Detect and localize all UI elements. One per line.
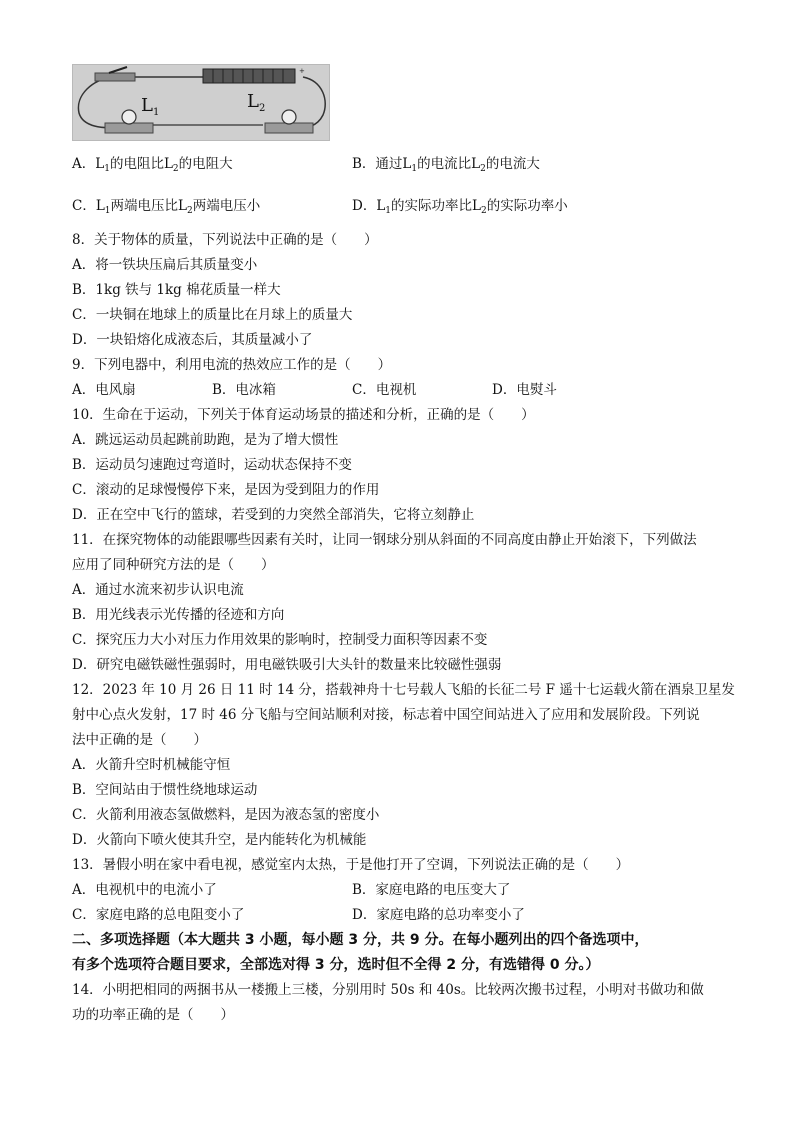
circuit-diagram (73, 65, 329, 140)
lamp-l2-label: $L_2$ (247, 91, 266, 114)
q13-stem: 13．暑假小明在家中看电视，感觉室内太热，于是他打开了空调，下列说法正确的是（ ） (72, 857, 630, 873)
q11-stem-line-2: 应用了同种研究方法的是（ ） (72, 557, 275, 573)
q8-option-a: A．将一铁块压扁后其质量变小 (72, 257, 258, 273)
q10-option-a: A．跳远运动员起跳前助跑，是为了增大惯性 (72, 432, 339, 448)
q8-option-b: B．1kg 铁与 1kg 棉花质量一样大 (72, 282, 281, 298)
q13-option-a: A．电视机中的电流小了 (72, 882, 217, 898)
q11-option-c: C．探究压力大小对压力作用效果的影响时，控制受力面积等因素不变 (72, 632, 488, 648)
q11-option-a: A．通过水流来初步认识电流 (72, 582, 244, 598)
q9-option-b: B．电冰箱 (212, 382, 276, 398)
q11-stem-line-1: 11．在探究物体的动能跟哪些因素有关时，让同一钢球分别从斜面的不同高度由静止开始滚下，下列做法 (72, 532, 697, 548)
q12-option-d: D．火箭向下喷火使其升空，是内能转化为机械能 (72, 832, 367, 848)
q12-option-c: C．火箭利用液态氢做燃料，是因为液态氢的密度小 (72, 807, 380, 823)
q7-option-b: B．通过$L_1$的电流比$L_2$的电流大 (352, 156, 540, 174)
q8-option-d: D．一块铅熔化成液态后，其质量减小了 (72, 332, 313, 348)
q13-option-d: D．家庭电路的总功率变小了 (352, 907, 525, 923)
q8-stem: 8．关于物体的质量，下列说法中正确的是（ ） (72, 232, 378, 248)
q7-option-c: C．$L_1$两端电压比$L_2$两端电压小 (72, 198, 261, 216)
q9-option-c: C．电视机 (352, 382, 417, 398)
q10-stem: 10．生命在于运动，下列关于体育运动场景的描述和分析，正确的是（ ） (72, 407, 535, 423)
q9-option-a: A．电风扇 (72, 382, 136, 398)
q11-option-b: B．用光线表示光传播的径迹和方向 (72, 607, 285, 623)
svg-text:+: + (299, 67, 305, 75)
section-heading-line-2: 有多个选项符合题目要求，全部选对得 3 分，选时但不全得 2 分，有选错得 0 分。） (72, 957, 600, 973)
q14-stem-line-1: 14．小明把相同的两捆书从一楼搬上三楼，分别用时 50s 和 40s。比较两次搬书过程，小明对书做功和做 (72, 982, 704, 998)
q13-option-c: C．家庭电路的总电阻变小了 (72, 907, 245, 923)
q10-option-d: D．正在空中飞行的篮球，若受到的力突然全部消失，它将立刻静止 (72, 507, 475, 523)
q7-option-d: D．$L_1$的实际功率比$L_2$的实际功率小 (352, 198, 568, 216)
q8-option-c: C．一块铜在地球上的质量比在月球上的质量大 (72, 307, 353, 323)
q12-option-a: A．火箭升空时机械能守恒 (72, 757, 231, 773)
q7-option-a: A．$L_1$的电阻比$L_2$的电阻大 (72, 156, 233, 174)
q12-stem-line-1: 12．2023 年 10 月 26 日 11 时 14 分，搭载神舟十七号载人飞船的长征二号 F 遥十七运载火箭在酒泉卫星发 (72, 682, 735, 698)
q9-option-d: D．电熨斗 (492, 382, 557, 398)
q13-option-b: B．家庭电路的电压变大了 (352, 882, 511, 898)
q10-option-b: B．运动员匀速跑过弯道时，运动状态保持不变 (72, 457, 352, 473)
q11-option-d: D．研究电磁铁磁性强弱时，用电磁铁吸引大头针的数量来比较磁性强弱 (72, 657, 502, 673)
q12-stem-line-2: 射中心点火发射，17 时 46 分飞船与空间站顺利对接，标志着中国空间站进入了应用和发展阶段。下列说 (72, 707, 700, 723)
circuit-figure (72, 64, 330, 141)
q9-stem: 9．下列电器中，利用电流的热效应工作的是（ ） (72, 357, 392, 373)
q10-option-c: C．滚动的足球慢慢停下来，是因为受到阻力的作用 (72, 482, 380, 498)
section-heading-line-1: 二、多项选择题（本大题共 3 小题，每小题 3 分，共 9 分。在每小题列出的四个备选项中， (72, 932, 649, 948)
q12-option-b: B．空间站由于惯性绕地球运动 (72, 782, 258, 798)
q14-stem-line-2: 功的功率正确的是（ ） (72, 1007, 234, 1023)
q12-stem-line-3: 法中正确的是（ ） (72, 732, 207, 748)
lamp-l1-label: $L_1$ (141, 95, 160, 118)
